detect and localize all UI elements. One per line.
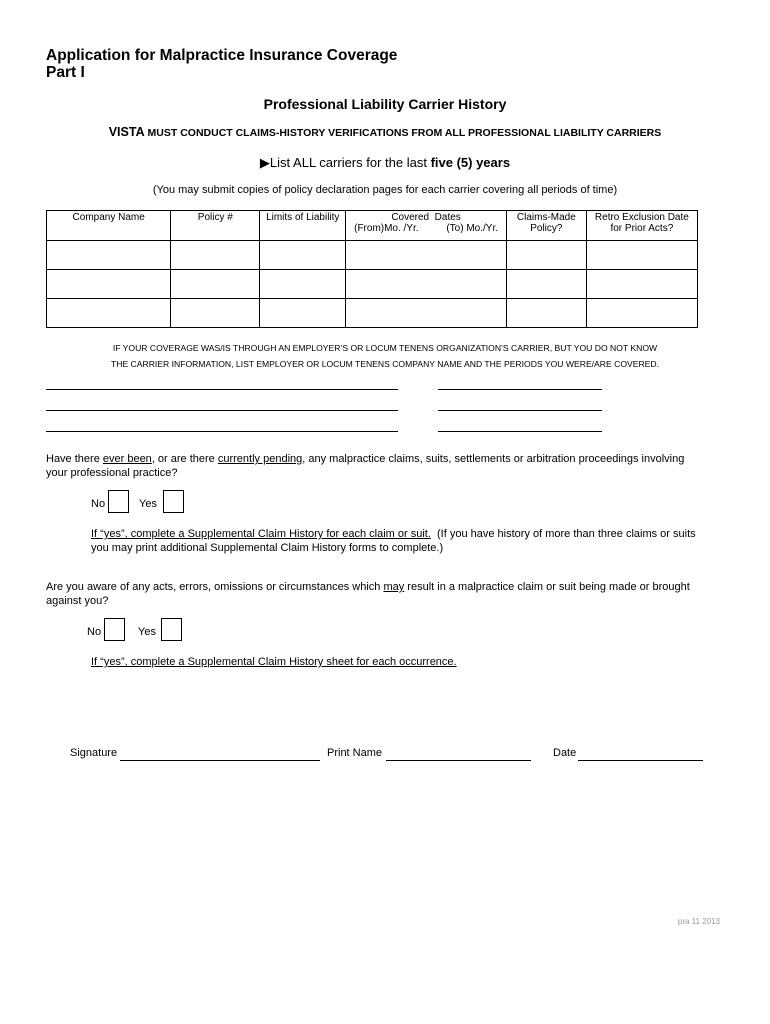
q1-yes-label: Yes <box>139 498 157 510</box>
q2-text: against you? <box>46 595 109 607</box>
cell-retro[interactable] <box>586 241 697 270</box>
table-header-row <box>47 211 698 241</box>
section-subtitle: Professional Liability Carrier History <box>263 96 507 112</box>
cell-limits[interactable] <box>260 241 346 270</box>
notice-line-1: IF YOUR COVERAGE WAS/IS THROUGH AN EMPLOYER’S OR LOCUM TENENS ORGANIZATION’S CARRIER, BUT YOU DO NOT KNOW <box>112 343 658 353</box>
claims-made-sub: Policy? <box>530 223 563 234</box>
q2-no-checkbox[interactable] <box>104 618 125 641</box>
header-policy-number: Policy # <box>171 211 260 241</box>
form-version-code: pra 11 2013 <box>677 917 720 926</box>
q1-note-underlined: If “yes”, complete a Supplemental Claim History for each claim or suit. <box>91 528 431 540</box>
cell-limits[interactable] <box>260 299 346 328</box>
header-claims-made <box>506 211 586 241</box>
employer-coverage-notice <box>0 340 770 372</box>
cell-dates[interactable] <box>346 299 507 328</box>
period-line[interactable] <box>438 410 602 411</box>
q1-text: , any malpractice claims, suits, settlements or arbitration proceedings involving <box>302 453 685 465</box>
q1-note-line2: you may print additional Supplemental Claim History forms to complete.) <box>91 542 444 554</box>
claims-made-label: Claims-Made <box>516 212 576 223</box>
date-label: Date <box>553 747 577 759</box>
list-instruction <box>0 155 770 171</box>
q1-note-rest: (If you have history of more than three claims or suits <box>430 528 696 540</box>
q2-may: may <box>383 581 405 593</box>
q2-yes-checkbox[interactable] <box>161 618 182 641</box>
signature-line[interactable] <box>120 760 320 761</box>
q2-text: Are you aware of any acts, errors, omissions or circumstances which <box>46 581 384 593</box>
form-part: Part I <box>46 64 85 81</box>
cell-policy[interactable] <box>171 270 260 299</box>
list-prefix: ▶List ALL carriers for the last <box>259 155 431 170</box>
header-covered-dates <box>346 211 507 241</box>
table-row[interactable] <box>47 270 698 299</box>
cell-retro[interactable] <box>586 270 697 299</box>
table-row[interactable] <box>47 241 698 270</box>
header-company-name: Company Name <box>47 211 171 241</box>
employer-line[interactable] <box>46 410 398 411</box>
print-name-line[interactable] <box>386 760 531 761</box>
q1-currently-pending: currently pending <box>217 453 303 465</box>
cell-claims-made[interactable] <box>506 299 586 328</box>
question-claims-history <box>46 452 726 480</box>
cell-claims-made[interactable] <box>506 270 586 299</box>
vista-word: VISTA <box>108 125 145 139</box>
q1-text: your professional practice? <box>46 467 178 479</box>
cell-retro[interactable] <box>586 299 697 328</box>
header-limits: Limits of Liability <box>260 211 346 241</box>
cell-policy[interactable] <box>171 299 260 328</box>
question-circumstances <box>46 580 726 608</box>
employer-line[interactable] <box>46 389 398 390</box>
q1-no-checkbox[interactable] <box>108 490 129 513</box>
period-line[interactable] <box>438 431 602 432</box>
period-line[interactable] <box>438 389 602 390</box>
policy-pages-note: (You may submit copies of policy declaration pages for each carrier covering all periods of time) <box>152 184 618 196</box>
carrier-history-table <box>46 210 698 328</box>
employer-line[interactable] <box>46 431 398 432</box>
date-line[interactable] <box>578 760 703 761</box>
q2-instruction: If “yes”, complete a Supplemental Claim History sheet for each occurrence. <box>91 656 457 668</box>
q1-no-label: No <box>91 498 106 510</box>
q2-text: result in a malpractice claim or suit being made or brought <box>404 581 690 593</box>
list-years: five (5) years <box>430 155 511 170</box>
vista-notice <box>0 125 770 139</box>
table-row[interactable] <box>47 299 698 328</box>
q1-text: , or are there <box>151 453 218 465</box>
form-title: Application for Malpractice Insurance Coverage <box>46 47 398 64</box>
retro-label: Retro Exclusion Date <box>594 212 689 223</box>
notice-line-2: THE CARRIER INFORMATION, LIST EMPLOYER OR LOCUM TENENS COMPANY NAME AND THE PERIODS YOU WERE/ARE COVERED. <box>110 359 660 369</box>
print-name-label: Print Name <box>327 747 383 759</box>
covered-dates-sub: (From)Mo. /Yr. (To) Mo./Yr. <box>354 223 499 234</box>
q2-no-label: No <box>87 626 102 638</box>
cell-company[interactable] <box>47 299 171 328</box>
retro-sub: for Prior Acts? <box>610 223 674 234</box>
q1-text: Have there <box>46 453 103 465</box>
q1-yes-checkbox[interactable] <box>163 490 184 513</box>
cell-company[interactable] <box>47 270 171 299</box>
signature-label: Signature <box>70 747 118 759</box>
cell-company[interactable] <box>47 241 171 270</box>
q1-ever-been: ever been <box>102 453 152 465</box>
cell-claims-made[interactable] <box>506 241 586 270</box>
cell-limits[interactable] <box>260 270 346 299</box>
header-retro-date <box>586 211 697 241</box>
vista-rest: MUST CONDUCT CLAIMS-HISTORY VERIFICATIONS FROM ALL PROFESSIONAL LIABILITY CARRIERS <box>144 127 662 139</box>
q1-instruction <box>91 527 731 555</box>
cell-dates[interactable] <box>346 241 507 270</box>
cell-dates[interactable] <box>346 270 507 299</box>
covered-dates-label: Covered Dates <box>391 212 461 223</box>
cell-policy[interactable] <box>171 241 260 270</box>
q2-yes-label: Yes <box>138 626 156 638</box>
